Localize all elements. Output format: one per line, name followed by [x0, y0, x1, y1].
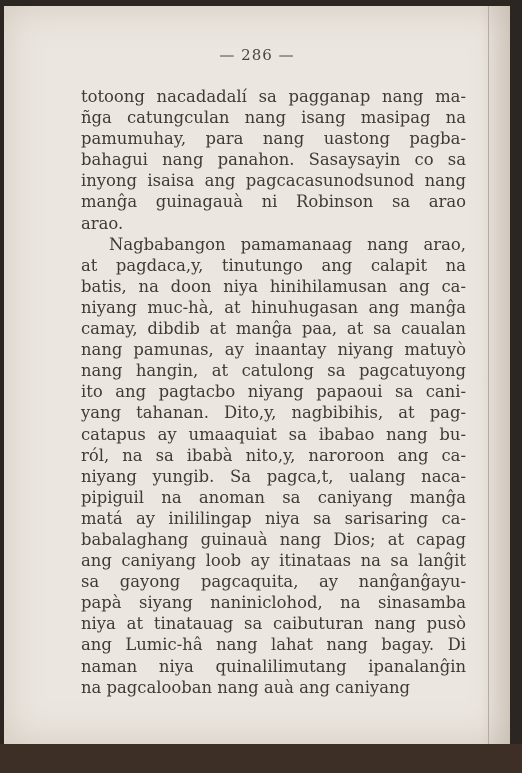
- text-line: ang caniyang loob ay itinataas na sa lanĝit: [81, 551, 466, 571]
- text-line: at pagdaca,y, tinutungo ang calapit na: [81, 255, 466, 275]
- text-line: naman niya quinalilimutang ipanalanĝin: [81, 656, 466, 676]
- text-line: pamumuhay, para nang uastong pagba-: [81, 129, 466, 149]
- paragraph: [81, 86, 466, 234]
- text-line: arao.: [81, 213, 124, 233]
- text-line: manĝa guinagauà ni Robinson sa arao: [81, 192, 466, 212]
- body-text: [81, 86, 466, 698]
- text-line: Nagbabangon pamamanaag nang arao,: [109, 234, 466, 254]
- text-line: pipiguil na anoman sa caniyang manĝa: [81, 487, 466, 507]
- book-page: [4, 6, 510, 744]
- text-line: nang hangin, at catulong sa pagcatuyong: [81, 361, 466, 381]
- text-line: niyang muc-hà, at hinuhugasan ang manĝa: [81, 297, 466, 317]
- text-line: ang Lumic-hâ nang lahat nang bagay. Di: [81, 635, 466, 655]
- text-line: yang tahanan. Dito,y, nagbibihis, at pag-: [81, 403, 466, 423]
- text-line: inyong isaisa ang pagcacasunodsunod nang: [81, 171, 466, 191]
- text-line: batis, na doon niya hinihilamusan ang ca-: [81, 276, 466, 296]
- text-line: catapus ay umaaquiat sa ibabao nang bu-: [81, 424, 466, 444]
- text-line: na pagcalooban nang auà ang caniyang: [81, 677, 411, 697]
- text-line: niyang yungib. Sa pagca,t, ualang naca-: [81, 466, 466, 486]
- text-line: papà siyang naniniclohod, na sinasamba: [81, 593, 466, 613]
- page-edge-line: [488, 6, 489, 744]
- text-line: totoong nacadadalí sa pagganap nang ma-: [81, 87, 466, 106]
- text-line: ról, na sa ibabà nito,y, naroroon ang ca-: [81, 445, 466, 465]
- text-line: ñga catungculan nang isang masipag na: [81, 108, 466, 128]
- text-line: matá ay inililingap niya sa sarisaring ca-: [81, 508, 466, 528]
- page-number: — 286 —: [219, 46, 295, 64]
- book-cover-edge: [0, 744, 522, 773]
- text-line: camay, dibdib at manĝa paa, at sa caualan: [81, 319, 466, 339]
- text-line: babalaghang guinauà nang Dios; at capag: [81, 529, 466, 549]
- text-line: sa gayong pagcaquita, ay nanĝanĝayu-: [81, 572, 466, 592]
- text-line: ito ang pagtacbo niyang papaoui sa cani-: [81, 382, 466, 402]
- paragraph: [81, 234, 466, 698]
- text-line: nang pamunas, ay inaantay niyang matuyò: [81, 340, 466, 360]
- text-line: niya at tinatauag sa caibuturan nang pusò: [81, 614, 466, 634]
- text-line: bahagui nang panahon. Sasaysayin co sa: [81, 150, 466, 170]
- page-shadow: [480, 6, 510, 744]
